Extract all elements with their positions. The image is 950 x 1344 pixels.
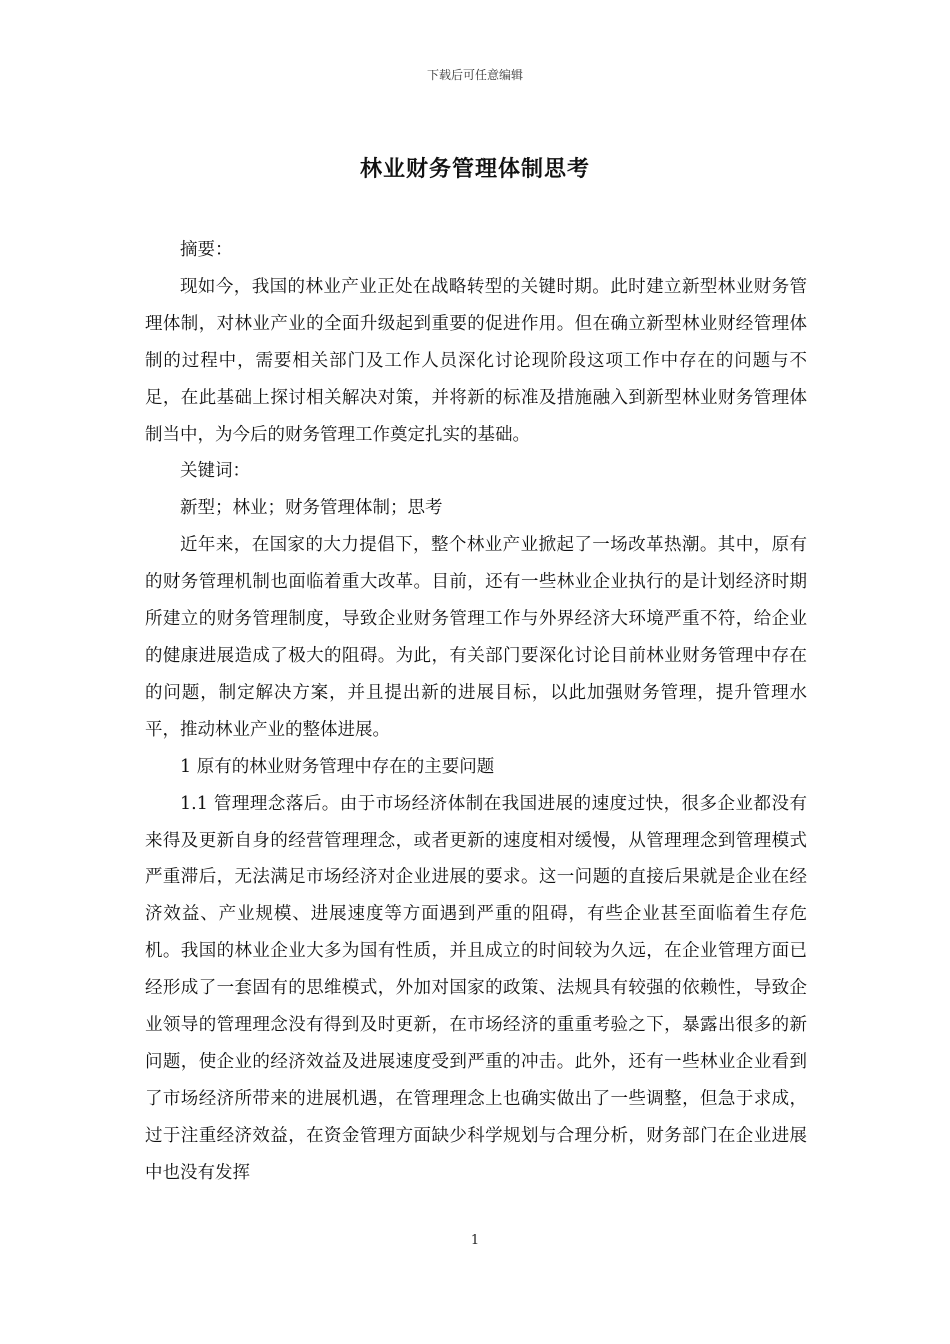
abstract-paragraph: 现如今，我国的林业产业正处在战略转型的关键时期。此时建立新型林业财务管理体制，对林业产业的全面升级起到重要的促进作用。但在确立新型林业财经管理体制的过程中，需要相关部门及工作人员深化讨论现阶段这项工作中存在的问题与不足，在此基础上探讨相关解决对策，并将新的标准及措施融入到新型林业财务管理体制当中，为今后的财务管理工作奠定扎实的基础。 — [145, 276, 807, 445]
subsection-paragraph: 1.1 管理理念落后。由于市场经济体制在我国进展的速度过快，很多企业都没有来得及更新自身的经营管理理念，或者更新的速度相对缓慢，从管理理念到管理模式严重滞后，无法满足市场经济对企业进展的要求。这一问题的直接后果就是企业在经济效益、产业规模、进展速度等方面遇到严重的阻碍，有些企业甚至面临着生存危机。我国的林业企业大多为国有性质，并且成立的时间较为久远，在企业管理方面已经形成了一套固有的思维模式，外加对国家的政策、法规具有较强的依赖性，导致企业领导的管理理念没有得到及时更新，在市场经济的重重考验之下，暴露出很多的新问题，使企业的经济效益及进展速度受到严重的冲击。此外，还有一些林业企业看到了市场经济所带来的进展机遇，在管理理念上也确实做出了一些调整，但急于求成，过于注重经济效益，在资金管理方面缺少科学规划与合理分析，财务部门在企业进展中也没有发挥 — [145, 793, 807, 1183]
intro-paragraph: 近年来，在国家的大力提倡下，整个林业产业掀起了一场改革热潮。其中，原有的财务管理机制也面临着重大改革。目前，还有一些林业企业执行的是计划经济时期所建立的财务管理制度，导致企业财务管理工作与外界经济大环境严重不符，给企业的健康进展造成了极大的阻碍。为此，有关部门要深化讨论目前林业财务管理中存在的问题，制定解决方案，并且提出新的进展目标，以此加强财务管理，提升管理水平，推动林业产业的整体进展。 — [145, 535, 807, 740]
page-number: 1 — [470, 1233, 480, 1248]
section-heading: 1 原有的林业财务管理中存在的主要问题 — [180, 756, 495, 777]
header-note: 下载后可任意编辑 — [426, 68, 523, 82]
document-title: 林业财务管理体制思考 — [359, 156, 590, 182]
keywords-list: 新型；林业；财务管理体制；思考 — [180, 498, 443, 519]
keywords-label: 关键词： — [180, 461, 250, 482]
document-body — [145, 232, 807, 1192]
abstract-label: 摘要： — [180, 240, 233, 260]
